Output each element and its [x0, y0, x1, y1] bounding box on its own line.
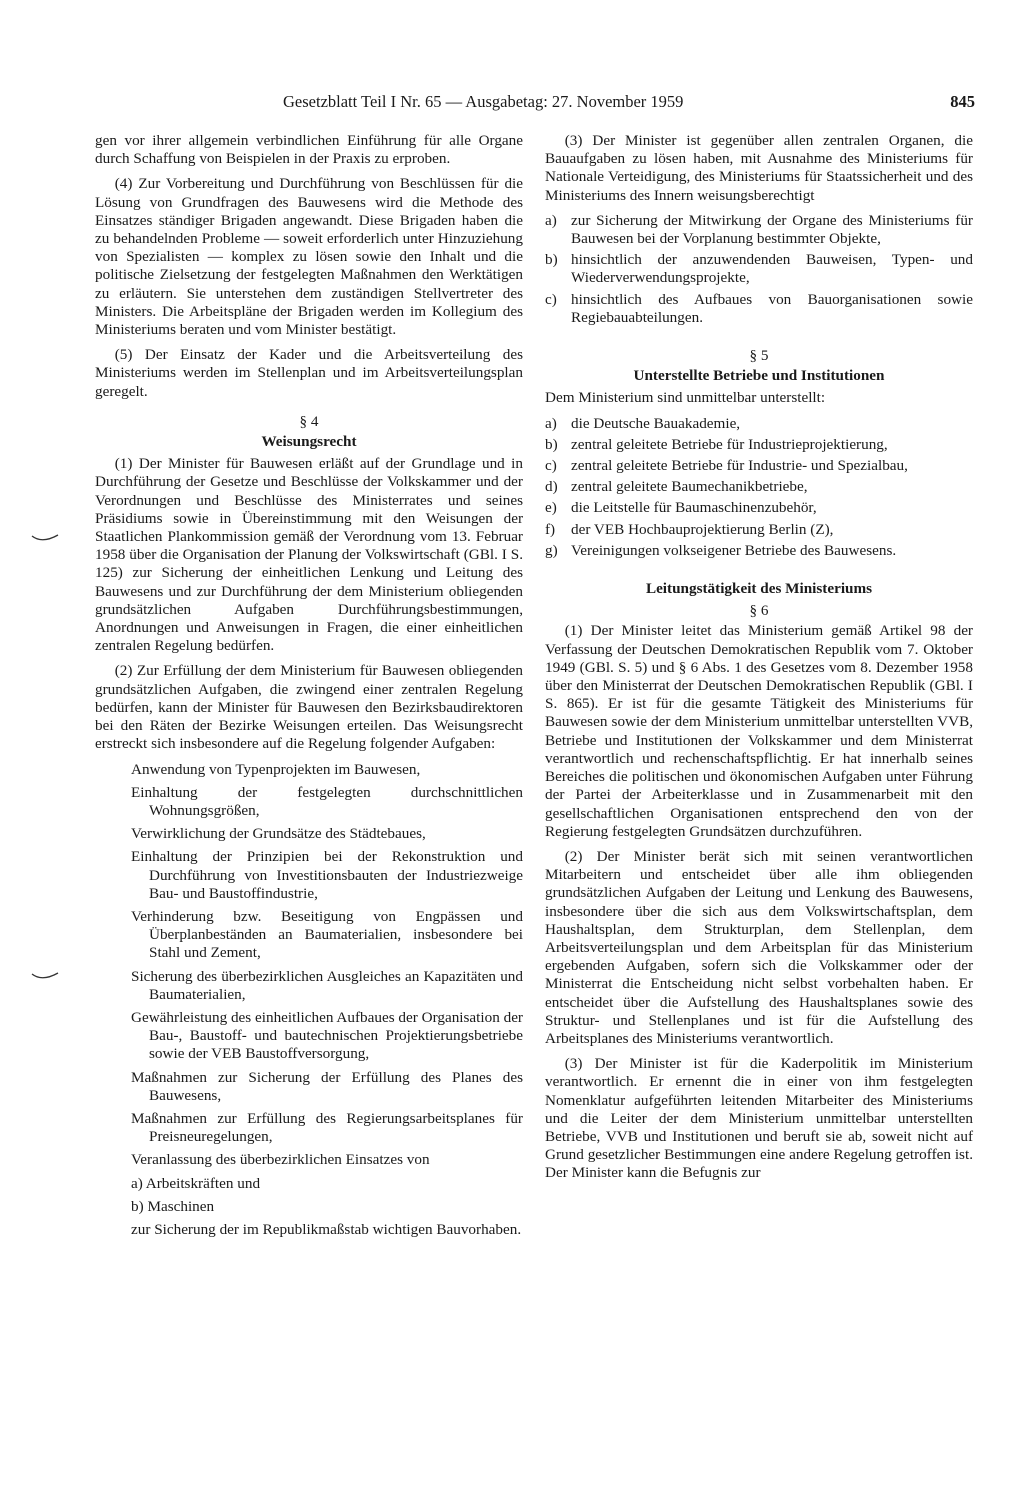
list-item: f) der VEB Hochbauprojektierung Berlin (Z),	[545, 520, 834, 538]
task-list	[131, 761, 523, 1170]
list-item: a) die Deutsche Bauakademie,	[545, 414, 741, 432]
paragraph: (4) Zur Vorbereitung und Durchführung von Beschlüssen für die Lösung von Grundfragen des Bauwesens wird die Methode des Einsatzes ständiger Brigaden angewandt. Diese Brigaden haben die zu behandelnden Probleme — soweit erforderlich unter Hinzuziehung von Spezialisten — komplex zu lösen sowie den Inhalt und die politische Zielsetzung der festgelegten Maßnahmen den Werktätigen zu erläutern. Sie unterstehen dem zuständigen Stellvertreter des Ministers. Die Arbeitspläne der Brigaden werden im Kollegium des Ministeriums beraten und vom Minister bestätigt.	[95, 175, 523, 339]
paragraph: Dem Ministerium sind unmittelbar unterstellt:	[545, 389, 826, 407]
header-title: Gesetzblatt Teil I Nr. 65 — Ausgabetag: 27. November 1959	[283, 92, 684, 111]
paragraph: (3) Der Minister ist für die Kaderpolitik im Ministerium verantwortlich. Er ernennt die in einer von ihm festgelegten Nomenklatur aufgeführten leitenden Mitarbeiter des Ministeriums und die Leiter der dem Ministerium unmittelbar unterstellten Betriebe, VVB und Institutionen und beruft sie ab, soweit nicht auf Grund gesetzlicher Bestimmungen eine andere Regelung getroffen ist. Der Minister kann die Befugnis zur	[545, 1055, 973, 1182]
subordinate-list	[545, 415, 973, 560]
sub-list	[131, 1175, 523, 1240]
list-item: Verwirklichung der Grundsätze des Städtebaues,	[131, 825, 426, 843]
paragraph: (3) Der Minister ist gegenüber allen zentralen Organen, die Bauaufgaben zu lösen haben, mit Ausnahme des Ministeriums für Nationale Verteidigung, des Ministeriums für Staatssicherheit und des Ministeriums des Innern weisungsberechtigt	[545, 132, 973, 204]
section-title: Unterstellte Betriebe und Institutionen	[633, 367, 885, 385]
list-item: Einhaltung der festgelegten durchschnittlichen Wohnungsgrößen,	[131, 783, 523, 819]
list-item: Verhinderung bzw. Beseitigung von Engpässen und Überplanbeständen an Baumaterialien, insbesondere bei Stahl und Zement,	[131, 907, 523, 962]
list-item: Anwendung von Typenprojekten im Bauwesen,	[131, 760, 421, 778]
list-item: g) Vereinigungen volkseigener Betriebe des Bauwesens.	[545, 541, 897, 559]
section-number: § 4	[299, 412, 319, 430]
list-item: Maßnahmen zur Erfüllung des Regierungsarbeitsplanes für Preisneuregelungen,	[131, 1109, 523, 1146]
list-item: Sicherung des überbezirklichen Ausgleiches an Kapazitäten und Baumaterialien,	[131, 967, 523, 1003]
paragraph: (5) Der Einsatz der Kader und die Arbeitsverteilung des Ministeriums werden im Stellenplan und im Arbeitsverteilungsplan geregelt.	[95, 346, 523, 400]
page-number: 845	[950, 92, 975, 111]
list-item: c) zentral geleitete Betriebe für Industrie- und Spezialbau,	[545, 457, 908, 475]
left-column	[95, 132, 523, 1244]
list-item: Einhaltung der Prinzipien bei der Rekonstruktion und Durchführung von Investitionsbauten der Industriezweige Bau- und Baustoffindustrie,	[131, 848, 523, 902]
list-item: b) zentral geleitete Betriebe für Industrieprojektierung,	[545, 435, 888, 453]
section-title: Weisungsrecht	[261, 433, 357, 451]
list-item: a) Arbeitskräften und	[131, 1174, 261, 1192]
paragraph: (1) Der Minister leitet das Ministerium gemäß Artikel 98 der Verfassung der Deutschen Demokratischen Republik vom 7. Oktober 1949 (GBl. S. 5) und § 6 Abs. 1 des Gesetzes vom 8. Dezember 1958 über den Ministerrat der Deutschen Demokratischen Republik (GBl. I S. 865). Er ist für die gesamte Tätigkeit des Ministeriums für Bauwesen sowie der dem Ministerium unmittelbar unterstellten VVB, Betriebe und Institutionen der Volkskammer und dem Ministerrat verantwortlich und rechenschaftspflichtig. Er hat innerhalb seines Bereiches die politischen und ökonomischen Aufgaben unter Führung der Partei der Arbeiterklasse und in Zusammenarbeit mit den gesellschaftlichen Organisationen entsprechend den von der Regierung festgelegten Grundsätzen durchzuführen.	[545, 622, 973, 840]
page-header	[283, 92, 975, 114]
section-heading: Leitungstätigkeit des Ministeriums	[645, 580, 873, 598]
paragraph: (2) Der Minister berät sich mit seinen verantwortlichen Mitarbeitern und entscheidet über alle ihm obliegenden grundsätzlichen Aufgaben der Leitung und Lenkung des Bauwesens, insbesondere über die sich aus dem Volkswirtschaftsplan, dem Haushaltsplan, dem Strukturplan, dem Stellenplan, dem Arbeitsverteilungsplan und dem Arbeitsplan für das Ministerium ergebenden Aufgaben, sofern sich die Volkskammer oder der Ministerrat die Entscheidung nicht selbst vorbehalten haben. Er entscheidet über die Aufstellung des Haushaltsplanes sowie des Struktur- und Stellenplanes und ist für die Aufstellung des Arbeitsplanes des Ministeriums verantwortlich.	[545, 847, 973, 1047]
list-item: Gewährleistung des einheitlichen Aufbaues der Organisation der Bau-, Baustoff- und bautechnischen Projektierungsbetriebe sowie der VEB Baustoffversorgung,	[131, 1008, 523, 1063]
margin-tick-mark	[30, 970, 60, 984]
section-number: § 5	[749, 347, 769, 365]
list-item: a) zur Sicherung der Mitwirkung der Organe des Ministeriums für Bauwesen bei der Vorplanung bestimmter Objekte,	[545, 211, 973, 248]
list-item: d) zentral geleitete Baumechanikbetriebe,	[545, 478, 808, 496]
paragraph: gen vor ihrer allgemein verbindlichen Einführung für alle Organe durch Schaffung von Beispielen in der Praxis zu erproben.	[95, 132, 523, 168]
paragraph: (2) Zur Erfüllung der dem Ministerium für Bauwesen obliegenden grundsätzlichen Aufgaben, die zwingend einer zentralen Regelung bedürfen, kann der Minister für Bauwesen den Bezirksbaudirektoren bei den Räten der Bezirke Weisungen erteilen. Das Weisungsrecht erstreckt sich insbesondere auf die Regelung folgender Aufgaben:	[95, 662, 523, 753]
list-item: c) hinsichtlich des Aufbaues von Bauorganisationen sowie Regiebauabteilungen.	[545, 290, 973, 326]
margin-tick-mark	[30, 532, 60, 546]
list-item: Maßnahmen zur Sicherung der Erfüllung des Planes des Bauwesens,	[131, 1068, 523, 1104]
section-number: § 6	[749, 602, 769, 620]
list-item: e) die Leitstelle für Baumaschinenzubehör,	[545, 499, 817, 517]
right-column	[545, 132, 973, 1190]
list-item: zur Sicherung der im Republikmaßstab wichtigen Bauvorhaben.	[131, 1220, 522, 1238]
list-item: b) hinsichtlich der anzuwendenden Bauweisen, Typen- und Wiederverwendungsprojekte,	[545, 251, 973, 287]
list-item: b) Maschinen	[131, 1197, 215, 1215]
list-item: Veranlassung des überbezirklichen Einsatzes von	[131, 1151, 430, 1169]
authority-list	[545, 212, 973, 327]
paragraph: (1) Der Minister für Bauwesen erläßt auf der Grundlage und in Durchführung der Gesetze und Beschlüsse der Volkskammer und der Verordnungen und Beschlüsse des Ministerrates und seines Präsidiums sowie in Übereinstimmung mit den Weisungen der Staatlichen Plankommission gemäß der Verordnung vom 13. Februar 1958 über die Organisation der Planung der Volkswirtschaft (GBl. I S. 125) zur Sicherung der einheitlichen Lenkung und Leitung des Bauwesens und zur Durchführung der dem Ministerium obliegenden grundsätzlichen Aufgaben Durchführungsbestimmungen, Anordnungen und Anweisungen in Fragen, die einer einheitlichen zentralen Regelung bedürfen.	[95, 455, 523, 655]
